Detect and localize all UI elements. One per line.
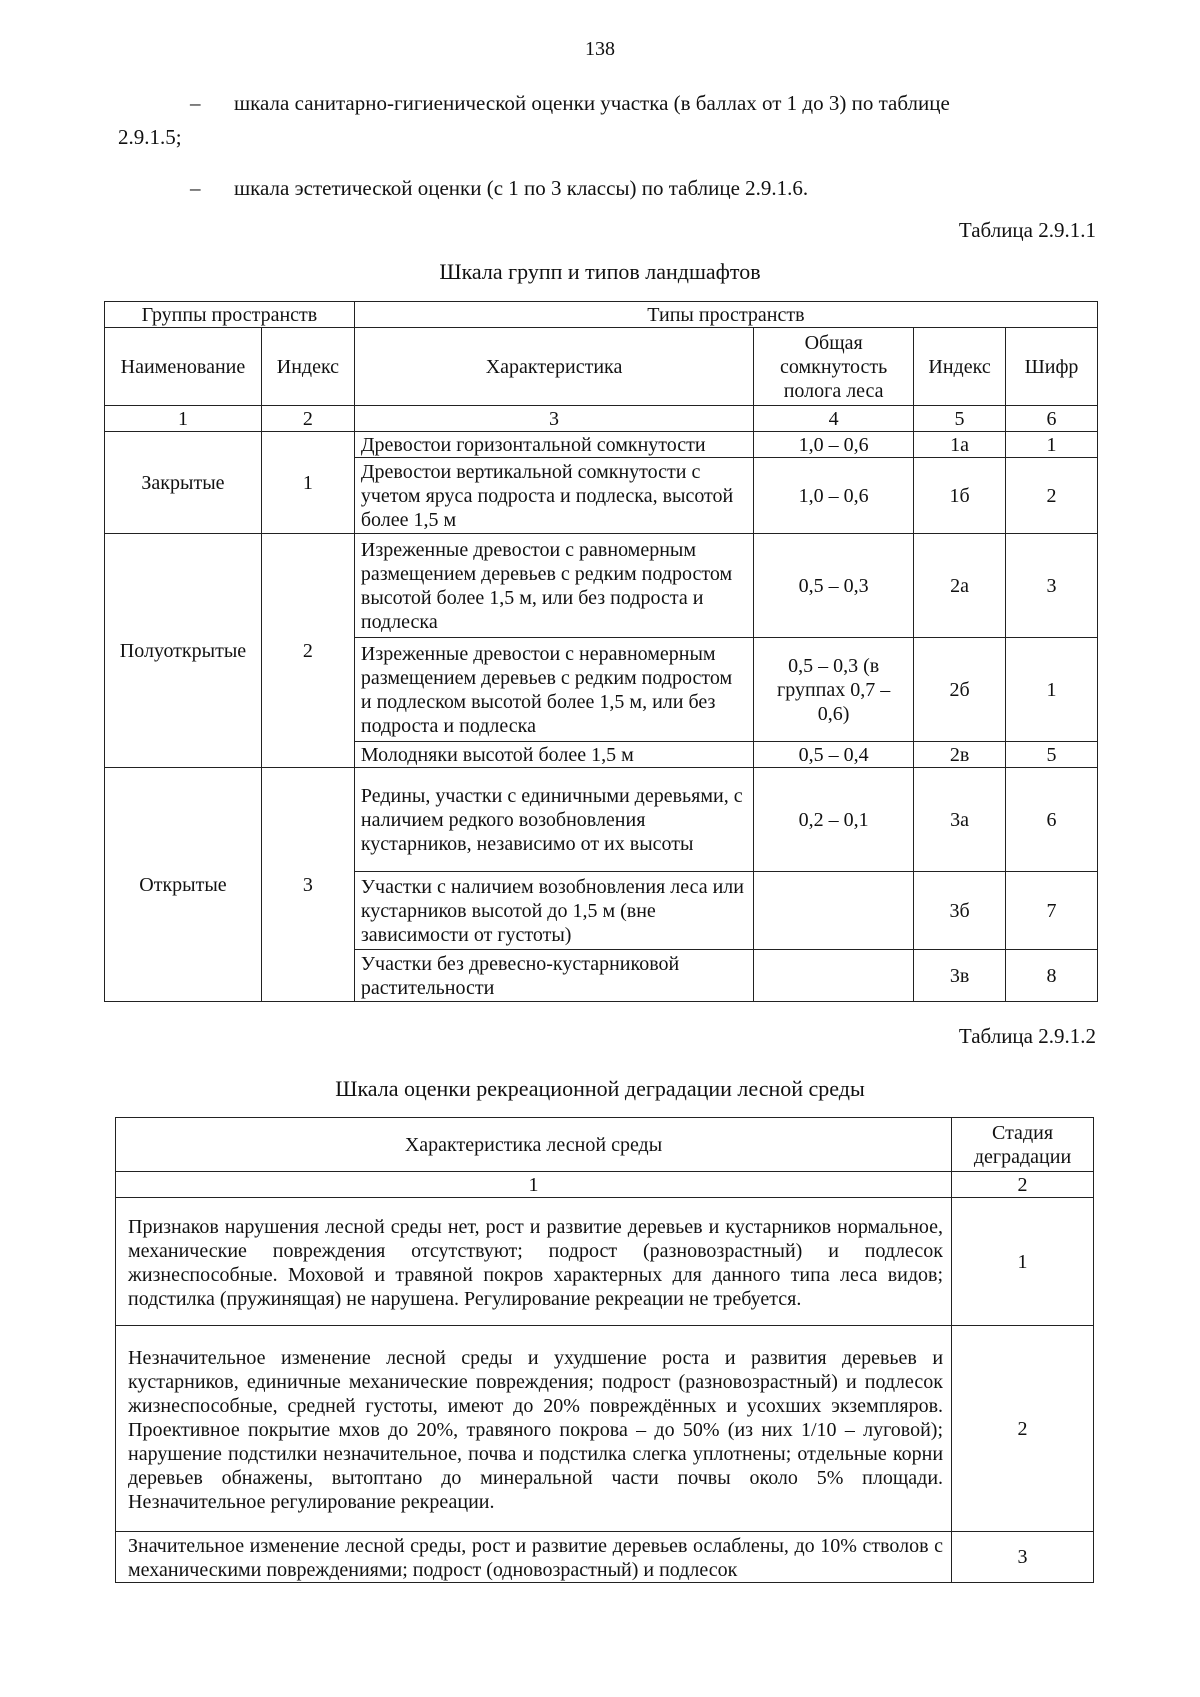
type-code: 2 (1006, 458, 1098, 534)
col-number: 2 (261, 406, 354, 432)
degradation-scale-table (115, 1117, 1094, 1583)
type-index: 3а (914, 768, 1006, 872)
group-index: 3 (261, 768, 354, 1002)
table2-caption: Таблица 2.9.1.2 (958, 1024, 1096, 1048)
col-number: 1 (105, 406, 262, 432)
type-characteristic: Древостои вертикальной сомкнутости с учетом яруса подроста и подлеска, высотой более 1,5 м (354, 458, 753, 534)
col-name-header: Наименование (105, 328, 262, 406)
type-code: 5 (1006, 742, 1098, 768)
col-closure-header: Общая сомкнутость полога леса (754, 328, 914, 406)
table-row (116, 1532, 1094, 1583)
col-number: 2 (952, 1172, 1094, 1198)
degradation-stage: 1 (952, 1198, 1094, 1326)
type-code: 8 (1006, 950, 1098, 1002)
type-code: 1 (1006, 432, 1098, 458)
table-row (105, 534, 1098, 638)
type-index: 3в (914, 950, 1006, 1002)
table-row (105, 432, 1098, 458)
list-dash: – (190, 91, 201, 115)
table1-title: Шкала групп и типов ландшафтов (439, 259, 761, 284)
col-index-header: Индекс (261, 328, 354, 406)
list-item-text: шкала санитарно-гигиенической оценки участка (в баллах от 1 до 3) по таблице (234, 91, 950, 115)
page-number: 138 (585, 38, 615, 60)
col-number: 3 (354, 406, 753, 432)
environment-description: Признаков нарушения лесной среды нет, рост и развитие деревьев и кустарников нормальное, механические повреждения отсутствуют; подрост (разновозрастный) и подлесок жизнеспособные. Моховой и травяной покров характерных для данного типа леса видов; подстилка (пружинящая) не нарушена. Регулирование рекреации не требуется. (116, 1198, 952, 1326)
list-item-text: шкала эстетической оценки (с 1 по 3 классы) по таблице 2.9.1.6. (234, 176, 809, 200)
table1-caption: Таблица 2.9.1.1 (958, 218, 1096, 242)
type-index: 2в (914, 742, 1006, 768)
col-number: 4 (754, 406, 914, 432)
header-types: Типы пространств (354, 302, 1097, 328)
list-item-sanitary-scale (118, 86, 1096, 154)
type-characteristic: Изреженные древостои с неравномерным размещением деревьев с редким подростом и подлеском высотой более 1,5 м, или без подроста и подлеска (354, 638, 753, 742)
table-row (116, 1198, 1094, 1326)
col-index2-header: Индекс (914, 328, 1006, 406)
type-index: 3б (914, 872, 1006, 950)
degradation-stage: 2 (952, 1326, 1094, 1532)
type-closure: 0,5 – 0,3 (в группах 0,7 – 0,6) (754, 638, 914, 742)
type-closure (754, 872, 914, 950)
type-closure (754, 950, 914, 1002)
list-item-aesthetic-scale (118, 171, 1096, 205)
group-name: Открытые (105, 768, 262, 1002)
col-char-header: Характеристика (354, 328, 753, 406)
type-closure: 1,0 – 0,6 (754, 458, 914, 534)
header-groups: Группы пространств (105, 302, 355, 328)
type-code: 1 (1006, 638, 1098, 742)
type-closure: 1,0 – 0,6 (754, 432, 914, 458)
table-row (105, 768, 1098, 872)
table2-title: Шкала оценки рекреационной деградации лесной среды (335, 1076, 865, 1101)
group-name: Закрытые (105, 432, 262, 534)
col-number: 5 (914, 406, 1006, 432)
group-index: 2 (261, 534, 354, 768)
table-row (116, 1326, 1094, 1532)
type-index: 2б (914, 638, 1006, 742)
type-closure: 0,5 – 0,4 (754, 742, 914, 768)
type-characteristic: Изреженные древостои с равномерным размещением деревьев с редким подростом высотой более 1,5 м, или без подроста и подлеска (354, 534, 753, 638)
col-stage-header: Стадия деградации (952, 1118, 1094, 1172)
type-characteristic: Древостои горизонтальной сомкнутости (354, 432, 753, 458)
group-name: Полуоткрытые (105, 534, 262, 768)
col-code-header: Шифр (1006, 328, 1098, 406)
group-index: 1 (261, 432, 354, 534)
type-characteristic: Молодняки высотой более 1,5 м (354, 742, 753, 768)
col-number: 6 (1006, 406, 1098, 432)
type-characteristic: Участки с наличием возобновления леса или кустарников высотой до 1,5 м (вне зависимости от густоты) (354, 872, 753, 950)
type-index: 1а (914, 432, 1006, 458)
type-index: 1б (914, 458, 1006, 534)
landscape-types-table (104, 301, 1098, 1002)
type-code: 7 (1006, 872, 1098, 950)
environment-description: Значительное изменение лесной среды, рост и развитие деревьев ослаблены, до 10% стволов с механическими повреждениями; подрост (одновозрастный) и подлесок (116, 1532, 952, 1583)
type-index: 2а (914, 534, 1006, 638)
type-characteristic: Редины, участки с единичными деревьями, с наличием редкого возобновления кустарников, независимо от их высоты (354, 768, 753, 872)
type-code: 3 (1006, 534, 1098, 638)
environment-description: Незначительное изменение лесной среды и ухудшение роста и развития деревьев и кустарников, единичные механические повреждения; подрост (разновозрастный) и подлесок жизнеспособные, средней густоты, имеют до 20% повреждённых и усохших экземпляров. Проективное покрытие мхов до 20%, травяного покрова – до 50% (из них 1/10 – луговой); нарушение подстилки незначительное, почва и подстилка слегка уплотнены; отдельные корни деревьев обнажены, вытоптано до минеральной части почвы около 5% площади. Незначительное регулирование рекреации. (116, 1326, 952, 1532)
list-dash: – (190, 176, 201, 200)
type-code: 6 (1006, 768, 1098, 872)
type-characteristic: Участки без древесно-кустарниковой растительности (354, 950, 753, 1002)
col-char-header: Характеристика лесной среды (116, 1118, 952, 1172)
degradation-stage: 3 (952, 1532, 1094, 1583)
type-closure: 0,5 – 0,3 (754, 534, 914, 638)
col-number: 1 (116, 1172, 952, 1198)
type-closure: 0,2 – 0,1 (754, 768, 914, 872)
list-item-text-continued: 2.9.1.5; (118, 125, 182, 149)
